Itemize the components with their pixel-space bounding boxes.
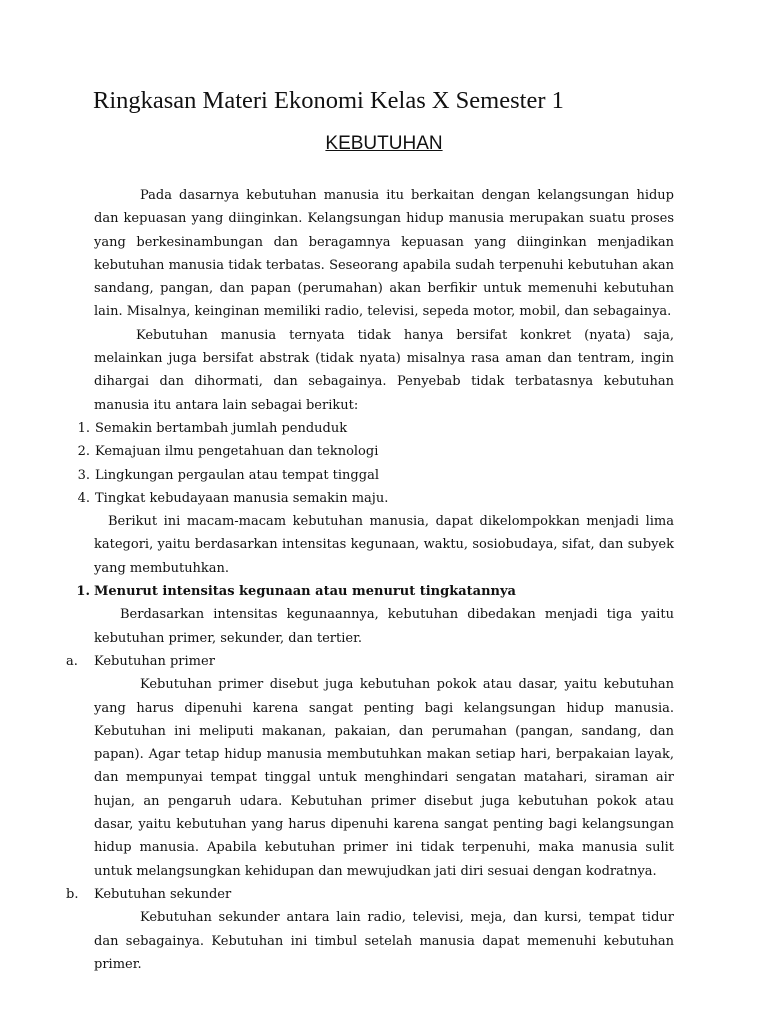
subsection-label: Kebutuhan sekunder bbox=[94, 886, 232, 902]
document-body bbox=[66, 184, 674, 976]
list-item-text: Tingkat kebudayaan manusia semakin maju. bbox=[95, 490, 389, 506]
list-item-text: Kemajuan ilmu pengetahuan dan teknologi bbox=[95, 444, 379, 460]
list-item bbox=[77, 417, 674, 440]
subsection-letter: a. bbox=[66, 653, 78, 669]
list-number: 3. bbox=[77, 467, 90, 483]
subsection-heading-b bbox=[66, 883, 674, 906]
paragraph-intro-3: Berikut ini macam-macam kebutuhan manusia, dapat dikelompokkan menjadi lima kategori, yaitu berdasarkan intensitas kegunaan, waktu, sosiobudaya, sifat, dan subyek yang membutuhkan. bbox=[94, 514, 674, 576]
list-item-text: Semakin bertambah jumlah penduduk bbox=[95, 420, 348, 436]
subsection-letter: b. bbox=[66, 886, 79, 902]
list-number: 4. bbox=[77, 490, 90, 506]
paragraph-primer: Kebutuhan primer disebut juga kebutuhan pokok atau dasar, yaitu kebutuhan yang harus dipenuhi karena sangat penting bagi kelangsungan hidup manusia. Kebutuhan ini meliputi makanan, pakaian, dan perumahan (pangan, sandang, dan papan). Agar tetap hidup manusia membutuhkan makan setiap hari, berpakaian layak, dan mempunyai tempat tinggal untuk menghindari sengatan matahari, siraman air hujan, an pengaruh udara. Kebutuhan primer disebut juga kebutuhan pokok atau dasar, yaitu kebutuhan yang harus dipenuhi karena sangat penting bagi kelangsungan hidup manusia. Apabila kebutuhan primer ini tidak terpenuhi, maka manusia sulit untuk melangsungkan kehidupan dan mewujudkan jati diri sesuai dengan kodratnya. bbox=[94, 677, 674, 879]
list-item bbox=[77, 487, 674, 510]
document-title: Ringkasan Materi Ekonomi Kelas X Semester 1 bbox=[93, 87, 564, 114]
list-item bbox=[77, 440, 674, 463]
list-number: 1. bbox=[77, 420, 90, 436]
list-number: 2. bbox=[77, 444, 90, 460]
causes-list bbox=[77, 417, 674, 510]
list-item-text: Lingkungan pergaulan atau tempat tinggal bbox=[95, 467, 379, 483]
section-number: 1. bbox=[76, 584, 90, 600]
section-heading bbox=[76, 580, 674, 603]
paragraph-sekunder: Kebutuhan sekunder antara lain radio, televisi, meja, dan kursi, tempat tidur dan sebagainya. Kebutuhan ini timbul setelah manusia dapat memenuhi kebutuhan primer. bbox=[94, 910, 674, 972]
paragraph-section-1: Berdasarkan intensitas kegunaannya, kebutuhan dibedakan menjadi tiga yaitu kebutuhan primer, sekunder, dan tertier. bbox=[94, 607, 674, 646]
subsection-heading-a bbox=[66, 650, 674, 673]
section-title: KEBUTUHAN bbox=[325, 133, 443, 154]
paragraph-intro-2: Kebutuhan manusia ternyata tidak hanya bersifat konkret (nyata) saja, melainkan juga bersifat abstrak (tidak nyata) misalnya rasa aman dan tentram, ingin dihargai dan dihormati, dan sebagainya. Penyebab tidak terbatasnya kebutuhan manusia itu antara lain sebagai berikut: bbox=[94, 327, 674, 413]
subsection-label: Kebutuhan primer bbox=[94, 653, 215, 669]
paragraph-intro-1: Pada dasarnya kebutuhan manusia itu berkaitan dengan kelangsungan hidup dan kepuasan yang diinginkan. Kelangsungan hidup manusia merupakan suatu proses yang berkesinambungan dan beragamnya kepuasan yang diinginkan menjadikan kebutuhan manusia tidak terbatas. Seseorang apabila sudah terpenuhi kebutuhan akan sandang, pangan, dan papan (perumahan) akan berfikir untuk memenuhi kebutuhan lain. Misalnya, keinginan memiliki radio, televisi, sepeda motor, mobil, dan sebagainya. bbox=[94, 188, 674, 320]
list-item bbox=[77, 464, 674, 487]
section-heading-text: Menurut intensitas kegunaan atau menurut tingkatannya bbox=[94, 584, 516, 600]
